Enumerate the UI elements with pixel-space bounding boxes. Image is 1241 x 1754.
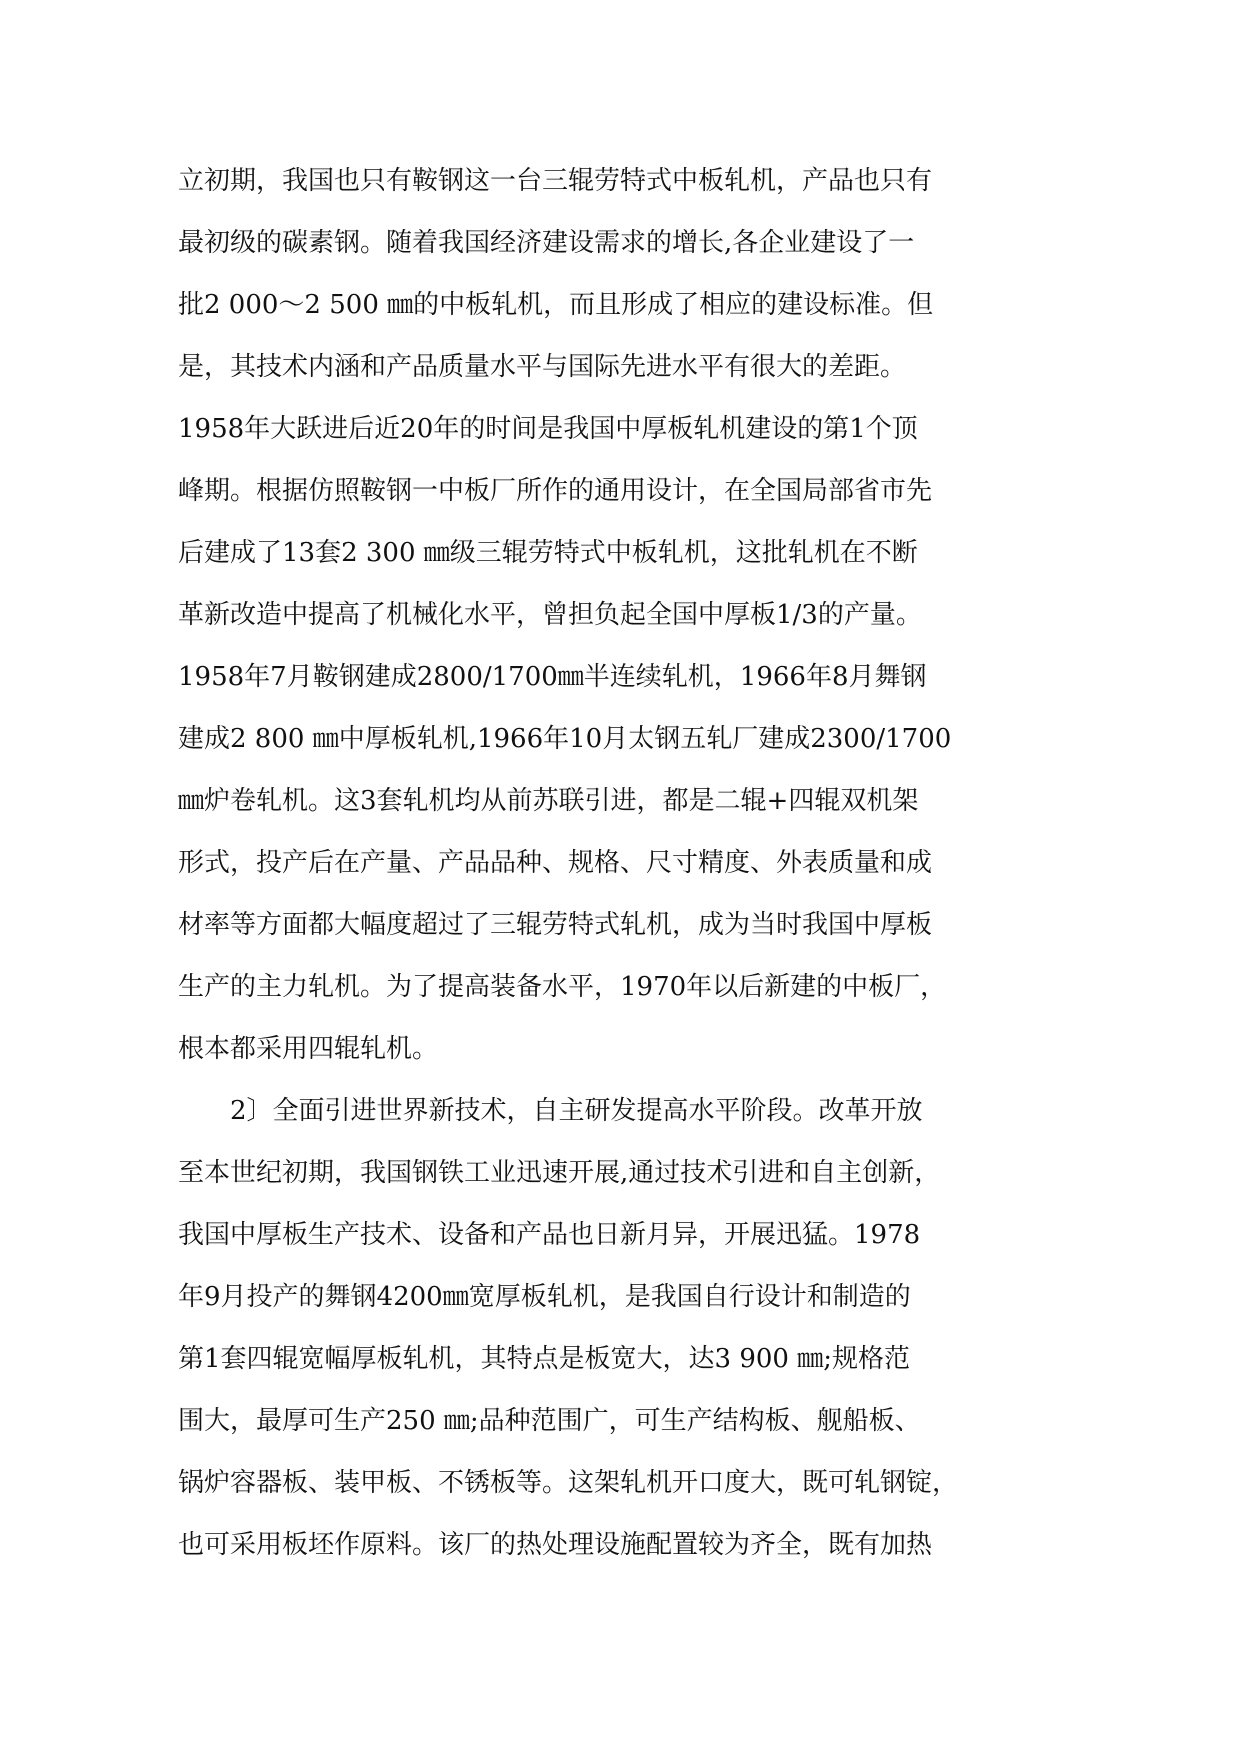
text-line: 年9月投产的舞钢4200㎜宽厚板轧机，是我国自行设计和制造的 [178,1282,911,1312]
text-line: 也可采用板坯作原料。该厂的热处理设施配置较为齐全，既有加热 [178,1530,933,1560]
text-line: 材率等方面都大幅度超过了三辊劳特式轧机，成为当时我国中厚板 [178,910,933,940]
text-line: 最初级的碳素钢。随着我国经济建设需求的增长,各企业建设了一 [178,228,915,258]
text-line: 批2 000～2 500 ㎜的中板轧机，而且形成了相应的建设标准。但 [178,290,934,320]
text-line: 是，其技术内涵和产品质量水平与国际先进水平有很大的差距。 [178,352,907,382]
text-line: 后建成了13套2 300 ㎜级三辊劳特式中板轧机，这批轧机在不断 [178,538,918,568]
text-line: 第1套四辊宽幅厚板轧机，其特点是板宽大，达3 900 ㎜;规格范 [178,1344,910,1374]
text-line: 立初期，我国也只有鞍钢这一台三辊劳特式中板轧机，产品也只有 [178,166,933,196]
text-line: ㎜炉卷轧机。这3套轧机均从前苏联引进，都是二辊+四辊双机架 [178,786,919,816]
text-line: 锅炉容器板、装甲板、不锈板等。这架轧机开口度大，既可轧钢锭， [178,1468,959,1498]
text-line: 我国中厚板生产技术、设备和产品也日新月异，开展迅猛。1978 [178,1220,921,1250]
text-line: 1958年7月鞍钢建成2800/1700㎜半连续轧机，1966年8月舞钢 [178,662,927,692]
text-line: 根本都采用四辊轧机。 [178,1034,439,1064]
text-line: 至本世纪初期，我国钢铁工业迅速开展,通过技术引进和自主创新， [178,1158,941,1188]
text-line: 形式，投产后在产量、产品品种、规格、尺寸精度、外表质量和成 [178,848,933,878]
text-line: 围大，最厚可生产250 ㎜;品种范围广，可生产结构板、舰船板、 [178,1406,921,1436]
text-line: 生产的主力轧机。为了提高装备水平，1970年以后新建的中板厂， [178,972,947,1002]
text-line: 建成2 800 ㎜中厚板轧机,1966年10月太钢五轧厂建成2300/1700 [178,724,952,754]
text-line: 峰期。根据仿照鞍钢一中板厂所作的通用设计，在全国局部省市先 [178,476,933,506]
text-line: 1958年大跃进后近20年的时间是我国中厚板轧机建设的第1个顶 [178,414,918,444]
text-line: 革新改造中提高了机械化水平，曾担负起全国中厚板1/3的产量。 [178,600,922,630]
body-text [178,150,1078,1576]
paragraph-start-line: 2〕全面引进世界新技术，自主研发提高水平阶段。改革开放 [230,1096,923,1126]
